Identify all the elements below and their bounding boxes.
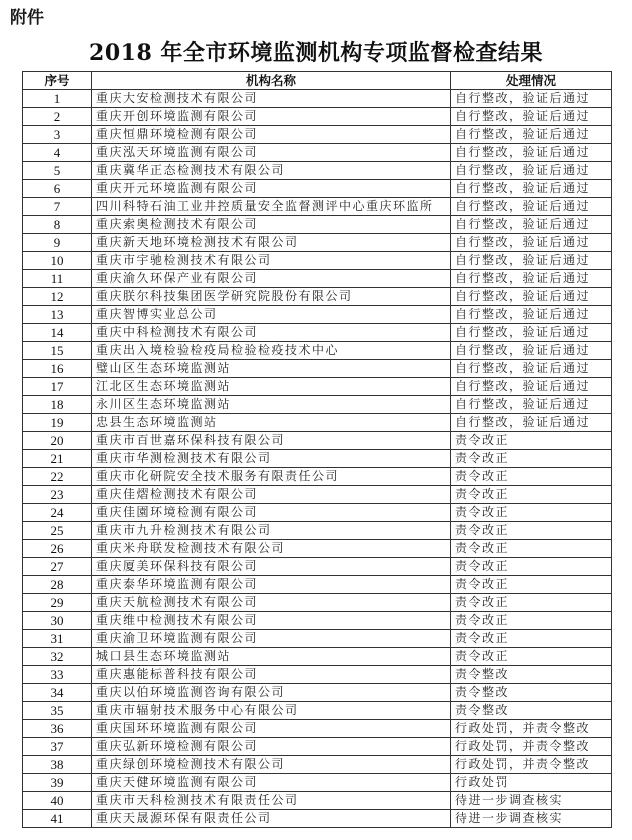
handling-result: 行政处罚，并责令整改 — [451, 738, 612, 756]
institution-name: 重庆出入境检验检疫局检验检疫技术中心 — [92, 342, 451, 360]
handling-result: 自行整改，验证后通过 — [451, 360, 612, 378]
institution-name: 重庆开创环境监测有限公司 — [92, 108, 451, 126]
handling-result: 自行整改，验证后通过 — [451, 90, 612, 108]
row-number: 13 — [23, 306, 92, 324]
handling-result: 责令改正 — [451, 612, 612, 630]
handling-result: 行政处罚，并责令整改 — [451, 756, 612, 774]
row-number: 20 — [23, 432, 92, 450]
table-row — [23, 234, 612, 252]
table-row — [23, 324, 612, 342]
table-row — [23, 306, 612, 324]
row-number: 34 — [23, 684, 92, 702]
institution-name: 重庆冀华正态检测技术有限公司 — [92, 162, 451, 180]
institution-name: 重庆绿创环境检测技术有限公司 — [92, 756, 451, 774]
handling-result: 责令改正 — [451, 486, 612, 504]
handling-result: 自行整改，验证后通过 — [451, 414, 612, 432]
row-number: 28 — [23, 576, 92, 594]
handling-result: 责令改正 — [451, 504, 612, 522]
handling-result: 责令改正 — [451, 648, 612, 666]
handling-result: 责令改正 — [451, 450, 612, 468]
handling-result: 自行整改，验证后通过 — [451, 162, 612, 180]
attachment-label: 附件 — [10, 8, 44, 28]
institution-name: 重庆市天科检测技术有限责任公司 — [92, 792, 451, 810]
row-number: 30 — [23, 612, 92, 630]
row-number: 25 — [23, 522, 92, 540]
handling-result: 自行整改，验证后通过 — [451, 234, 612, 252]
table-row — [23, 414, 612, 432]
table-row — [23, 612, 612, 630]
table-row — [23, 288, 612, 306]
handling-result: 自行整改，验证后通过 — [451, 324, 612, 342]
institution-name: 重庆惠能标普科技有限公司 — [92, 666, 451, 684]
institution-name: 重庆泓天环境监测有限公司 — [92, 144, 451, 162]
institution-name: 重庆佳熠检测技术有限公司 — [92, 486, 451, 504]
institution-name: 重庆大安检测技术有限公司 — [92, 90, 451, 108]
handling-result: 自行整改，验证后通过 — [451, 198, 612, 216]
row-number: 41 — [23, 810, 92, 828]
table-row — [23, 468, 612, 486]
handling-result: 责令改正 — [451, 432, 612, 450]
row-number: 29 — [23, 594, 92, 612]
table-row — [23, 486, 612, 504]
row-number: 15 — [23, 342, 92, 360]
handling-result: 自行整改，验证后通过 — [451, 144, 612, 162]
row-number: 39 — [23, 774, 92, 792]
handling-result: 责令改正 — [451, 558, 612, 576]
institution-name: 重庆天航检测技术有限公司 — [92, 594, 451, 612]
table-row — [23, 144, 612, 162]
handling-result: 自行整改，验证后通过 — [451, 288, 612, 306]
row-number: 3 — [23, 126, 92, 144]
row-number: 6 — [23, 180, 92, 198]
row-number: 31 — [23, 630, 92, 648]
handling-result: 责令改正 — [451, 576, 612, 594]
table-row — [23, 450, 612, 468]
row-number: 40 — [23, 792, 92, 810]
row-number: 14 — [23, 324, 92, 342]
row-number: 9 — [23, 234, 92, 252]
row-number: 8 — [23, 216, 92, 234]
handling-result: 自行整改，验证后通过 — [451, 342, 612, 360]
table-row — [23, 180, 612, 198]
row-number: 38 — [23, 756, 92, 774]
institution-name: 重庆国环环境监测有限公司 — [92, 720, 451, 738]
table-row — [23, 756, 612, 774]
column-header-number: 序号 — [23, 72, 92, 90]
table-row — [23, 432, 612, 450]
table-row — [23, 90, 612, 108]
row-number: 36 — [23, 720, 92, 738]
table-body — [23, 90, 612, 828]
table-row — [23, 774, 612, 792]
table-row — [23, 270, 612, 288]
table-row — [23, 504, 612, 522]
institution-name: 重庆朕尔科技集团医学研究院股份有限公司 — [92, 288, 451, 306]
handling-result: 责令改正 — [451, 540, 612, 558]
table-row — [23, 576, 612, 594]
institution-name: 重庆智博实业总公司 — [92, 306, 451, 324]
handling-result: 待进一步调查核实 — [451, 792, 612, 810]
row-number: 7 — [23, 198, 92, 216]
table-row — [23, 702, 612, 720]
handling-result: 责令整改 — [451, 666, 612, 684]
document-title: 2018 年全市环境监测机构专项监督检查结果 — [89, 40, 543, 66]
row-number: 5 — [23, 162, 92, 180]
row-number: 1 — [23, 90, 92, 108]
row-number: 19 — [23, 414, 92, 432]
column-header-institution: 机构名称 — [92, 72, 451, 90]
institution-name: 重庆渝卫环境监测有限公司 — [92, 630, 451, 648]
table-row — [23, 522, 612, 540]
table-row — [23, 792, 612, 810]
institution-name: 重庆天晟源环保有限责任公司 — [92, 810, 451, 828]
handling-result: 行政处罚 — [451, 774, 612, 792]
institution-name: 重庆索奥检测技术有限公司 — [92, 216, 451, 234]
row-number: 33 — [23, 666, 92, 684]
table-row — [23, 540, 612, 558]
inspection-results-table — [22, 71, 612, 828]
handling-result: 责令改正 — [451, 522, 612, 540]
handling-result: 自行整改，验证后通过 — [451, 306, 612, 324]
row-number: 24 — [23, 504, 92, 522]
handling-result: 自行整改，验证后通过 — [451, 396, 612, 414]
row-number: 22 — [23, 468, 92, 486]
institution-name: 重庆市百世嘉环保科技有限公司 — [92, 432, 451, 450]
handling-result: 待进一步调查核实 — [451, 810, 612, 828]
institution-name: 重庆市宇驰检测技术有限公司 — [92, 252, 451, 270]
row-number: 32 — [23, 648, 92, 666]
table-row — [23, 396, 612, 414]
institution-name: 重庆市化研院安全技术服务有限责任公司 — [92, 468, 451, 486]
row-number: 10 — [23, 252, 92, 270]
column-header-result: 处理情况 — [451, 72, 612, 90]
row-number: 21 — [23, 450, 92, 468]
table-row — [23, 594, 612, 612]
handling-result: 责令整改 — [451, 684, 612, 702]
row-number: 27 — [23, 558, 92, 576]
table-row — [23, 216, 612, 234]
row-number: 16 — [23, 360, 92, 378]
table-row — [23, 252, 612, 270]
table-row — [23, 720, 612, 738]
institution-name: 重庆新天地环境检测技术有限公司 — [92, 234, 451, 252]
institution-name: 忠县生态环境监测站 — [92, 414, 451, 432]
row-number: 17 — [23, 378, 92, 396]
institution-name: 重庆厦美环保科技有限公司 — [92, 558, 451, 576]
handling-result: 自行整改，验证后通过 — [451, 216, 612, 234]
handling-result: 自行整改，验证后通过 — [451, 270, 612, 288]
handling-result: 责令改正 — [451, 468, 612, 486]
table-row — [23, 342, 612, 360]
table-row — [23, 558, 612, 576]
institution-name: 四川科特石油工业井控质量安全监督测评中心重庆环监所 — [92, 198, 451, 216]
handling-result: 自行整改，验证后通过 — [451, 252, 612, 270]
row-number: 35 — [23, 702, 92, 720]
row-number: 18 — [23, 396, 92, 414]
institution-name: 重庆维中检测技术有限公司 — [92, 612, 451, 630]
handling-result: 责令改正 — [451, 630, 612, 648]
handling-result: 自行整改，验证后通过 — [451, 180, 612, 198]
institution-name: 重庆中科检测技术有限公司 — [92, 324, 451, 342]
table-row — [23, 666, 612, 684]
row-number: 2 — [23, 108, 92, 126]
table-row — [23, 810, 612, 828]
table-row — [23, 360, 612, 378]
institution-name: 重庆泰华环境监测有限公司 — [92, 576, 451, 594]
handling-result: 责令改正 — [451, 594, 612, 612]
institution-name: 重庆佳園环境检测有限公司 — [92, 504, 451, 522]
institution-name: 重庆恒鼎环境检测有限公司 — [92, 126, 451, 144]
institution-name: 重庆市华测检测技术有限公司 — [92, 450, 451, 468]
institution-name: 重庆市辐射技术服务中心有限公司 — [92, 702, 451, 720]
row-number: 26 — [23, 540, 92, 558]
row-number: 4 — [23, 144, 92, 162]
institution-name: 重庆以伯环境监测咨询有限公司 — [92, 684, 451, 702]
row-number: 11 — [23, 270, 92, 288]
institution-name: 重庆渝久环保产业有限公司 — [92, 270, 451, 288]
handling-result: 自行整改，验证后通过 — [451, 108, 612, 126]
table-row — [23, 162, 612, 180]
table-row — [23, 126, 612, 144]
institution-name: 璧山区生态环境监测站 — [92, 360, 451, 378]
handling-result: 自行整改，验证后通过 — [451, 378, 612, 396]
table-row — [23, 648, 612, 666]
handling-result: 自行整改，验证后通过 — [451, 126, 612, 144]
institution-name: 重庆开元环境监测有限公司 — [92, 180, 451, 198]
table-row — [23, 630, 612, 648]
institution-name: 江北区生态环境监测站 — [92, 378, 451, 396]
institution-name: 重庆米舟联发检测技术有限公司 — [92, 540, 451, 558]
table-row — [23, 378, 612, 396]
table-row — [23, 738, 612, 756]
row-number: 23 — [23, 486, 92, 504]
row-number: 37 — [23, 738, 92, 756]
handling-result: 责令整改 — [451, 702, 612, 720]
row-number: 12 — [23, 288, 92, 306]
institution-name: 重庆天健环境监测有限公司 — [92, 774, 451, 792]
handling-result: 行政处罚，并责令整改 — [451, 720, 612, 738]
institution-name: 城口县生态环境监测站 — [92, 648, 451, 666]
table-row — [23, 198, 612, 216]
institution-name: 重庆弘新环境检测有限公司 — [92, 738, 451, 756]
table-header-row — [23, 72, 612, 90]
table-row — [23, 684, 612, 702]
table-row — [23, 108, 612, 126]
institution-name: 永川区生态环境监测站 — [92, 396, 451, 414]
institution-name: 重庆市九升检测技术有限公司 — [92, 522, 451, 540]
